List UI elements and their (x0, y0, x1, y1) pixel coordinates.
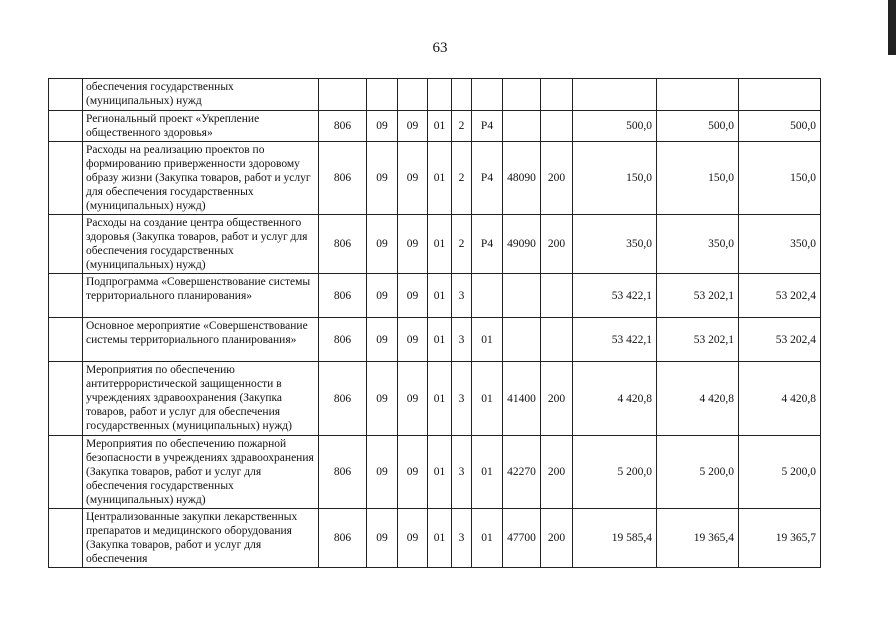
table-row (49, 215, 821, 274)
direction-code (503, 111, 541, 142)
amount-year-2: 53 202,1 (657, 318, 739, 362)
direction-code (503, 318, 541, 362)
expense-type-code: 200 (541, 362, 573, 436)
row-number-cell (49, 274, 83, 318)
ministry-code: 806 (319, 111, 367, 142)
row-description: Централизованные закупки лекарственных препаратов и медицинского оборудования (Закупка товаров, работ и услуг для обеспечения (83, 509, 319, 568)
direction-code (503, 274, 541, 318)
event-code: P4 (472, 111, 503, 142)
page-number: 63 (432, 40, 448, 56)
section-code: 09 (367, 111, 398, 142)
scan-edge-mark (888, 0, 896, 55)
subprogram-code: 3 (452, 436, 472, 509)
subsection-code: 09 (398, 436, 428, 509)
amount-year-1: 19 585,4 (573, 509, 657, 568)
expense-type-code (541, 318, 573, 362)
program-code: 01 (428, 318, 452, 362)
event-code (472, 79, 503, 111)
subprogram-code: 2 (452, 111, 472, 142)
amount-year-2: 150,0 (657, 142, 739, 215)
program-code: 01 (428, 436, 452, 509)
subsection-code: 09 (398, 274, 428, 318)
ministry-code: 806 (319, 274, 367, 318)
ministry-code: 806 (319, 362, 367, 436)
table-row (49, 362, 821, 436)
ministry-code (319, 79, 367, 111)
subprogram-code: 2 (452, 215, 472, 274)
direction-code: 41400 (503, 362, 541, 436)
expense-type-code: 200 (541, 142, 573, 215)
amount-year-1: 5 200,0 (573, 436, 657, 509)
program-code: 01 (428, 111, 452, 142)
expense-type-code (541, 111, 573, 142)
row-number-cell (49, 215, 83, 274)
subsection-code: 09 (398, 318, 428, 362)
amount-year-2: 5 200,0 (657, 436, 739, 509)
amount-year-3: 4 420,8 (739, 362, 821, 436)
row-description: Региональный проект «Укрепление общественного здоровья» (83, 111, 319, 142)
subprogram-code: 3 (452, 509, 472, 568)
amount-year-3: 350,0 (739, 215, 821, 274)
row-description: Мероприятия по обеспечению пожарной безопасности в учреждениях здравоохранения (Закупка товаров, работ и услуг для обеспечения государственных (муниципальных) нужд) (83, 436, 319, 509)
expense-type-code: 200 (541, 215, 573, 274)
ministry-code: 806 (319, 318, 367, 362)
ministry-code: 806 (319, 215, 367, 274)
event-code: 01 (472, 318, 503, 362)
amount-year-2: 53 202,1 (657, 274, 739, 318)
expense-type-code: 200 (541, 436, 573, 509)
amount-year-1 (573, 79, 657, 111)
amount-year-2: 500,0 (657, 111, 739, 142)
amount-year-1: 53 422,1 (573, 318, 657, 362)
section-code (367, 79, 398, 111)
amount-year-3: 53 202,4 (739, 318, 821, 362)
direction-code (503, 79, 541, 111)
expense-type-code (541, 79, 573, 111)
subsection-code (398, 79, 428, 111)
row-description: Основное мероприятие «Совершенствование системы территориального планирования» (83, 318, 319, 362)
ministry-code: 806 (319, 436, 367, 509)
direction-code: 48090 (503, 142, 541, 215)
event-code: 01 (472, 436, 503, 509)
section-code: 09 (367, 436, 398, 509)
direction-code: 42270 (503, 436, 541, 509)
row-description: Расходы на создание центра общественного здоровья (Закупка товаров, работ и услуг для обеспечения государственных (муниципальных) нужд) (83, 215, 319, 274)
amount-year-3: 53 202,4 (739, 274, 821, 318)
event-code: 01 (472, 509, 503, 568)
section-code: 09 (367, 362, 398, 436)
section-code: 09 (367, 274, 398, 318)
amount-year-1: 350,0 (573, 215, 657, 274)
row-description: Расходы на реализацию проектов по формированию приверженности здоровому образу жизни (Закупка товаров, работ и услуг для обеспечения государственных (муниципальных) нужд) (83, 142, 319, 215)
table-row (49, 436, 821, 509)
amount-year-1: 4 420,8 (573, 362, 657, 436)
program-code: 01 (428, 215, 452, 274)
row-description: обеспечения государственных (муниципальных) нужд (83, 79, 319, 111)
amount-year-1: 53 422,1 (573, 274, 657, 318)
amount-year-2: 4 420,8 (657, 362, 739, 436)
section-code: 09 (367, 318, 398, 362)
subprogram-code: 2 (452, 142, 472, 215)
event-code: P4 (472, 215, 503, 274)
table-row (49, 274, 821, 318)
ministry-code: 806 (319, 142, 367, 215)
subprogram-code: 3 (452, 318, 472, 362)
direction-code: 49090 (503, 215, 541, 274)
amount-year-1: 500,0 (573, 111, 657, 142)
section-code: 09 (367, 215, 398, 274)
subsection-code: 09 (398, 142, 428, 215)
program-code: 01 (428, 509, 452, 568)
row-number-cell (49, 436, 83, 509)
amount-year-1: 150,0 (573, 142, 657, 215)
section-code: 09 (367, 142, 398, 215)
table-row (49, 318, 821, 362)
table-row (49, 509, 821, 568)
subprogram-code: 3 (452, 274, 472, 318)
section-code: 09 (367, 509, 398, 568)
amount-year-3: 19 365,7 (739, 509, 821, 568)
amount-year-2 (657, 79, 739, 111)
program-code (428, 79, 452, 111)
event-code: 01 (472, 362, 503, 436)
amount-year-2: 350,0 (657, 215, 739, 274)
subsection-code: 09 (398, 215, 428, 274)
row-number-cell (49, 111, 83, 142)
row-number-cell (49, 509, 83, 568)
amount-year-3: 5 200,0 (739, 436, 821, 509)
row-number-cell (49, 79, 83, 111)
amount-year-3 (739, 79, 821, 111)
row-description: Мероприятия по обеспечению антитеррористической защищенности в учреждениях здравоохранения (Закупка товаров, работ и услуг для обеспечения государственных (муниципальных) нужд) (83, 362, 319, 436)
row-number-cell (49, 362, 83, 436)
table-row (49, 79, 821, 111)
program-code: 01 (428, 142, 452, 215)
row-number-cell (49, 318, 83, 362)
expense-type-code (541, 274, 573, 318)
row-description: Подпрограмма «Совершенствование системы территориального планирования» (83, 274, 319, 318)
event-code: P4 (472, 142, 503, 215)
amount-year-3: 500,0 (739, 111, 821, 142)
table-row (49, 111, 821, 142)
subsection-code: 09 (398, 509, 428, 568)
expense-type-code: 200 (541, 509, 573, 568)
event-code (472, 274, 503, 318)
table-body (49, 79, 821, 568)
amount-year-2: 19 365,4 (657, 509, 739, 568)
amount-year-3: 150,0 (739, 142, 821, 215)
subsection-code: 09 (398, 111, 428, 142)
direction-code: 47700 (503, 509, 541, 568)
budget-table (48, 78, 821, 568)
subprogram-code: 3 (452, 362, 472, 436)
subsection-code: 09 (398, 362, 428, 436)
table-row (49, 142, 821, 215)
program-code: 01 (428, 274, 452, 318)
row-number-cell (49, 142, 83, 215)
subprogram-code (452, 79, 472, 111)
ministry-code: 806 (319, 509, 367, 568)
program-code: 01 (428, 362, 452, 436)
